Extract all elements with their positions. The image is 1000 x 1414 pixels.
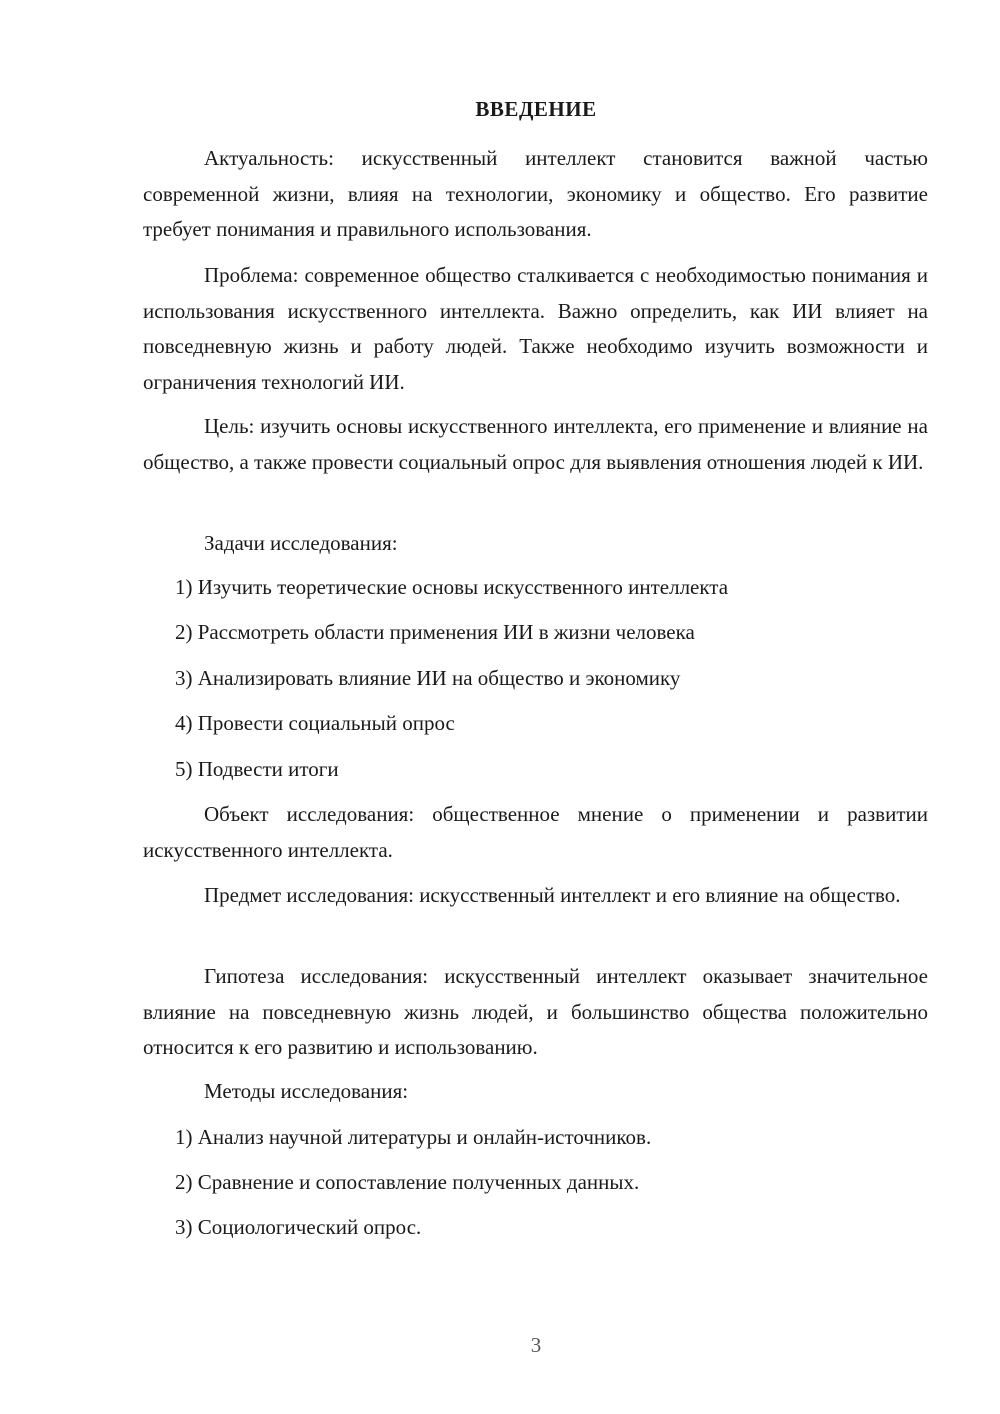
paragraph-object: Объект исследования: общественное мнение о применении и развитии искусственного интеллекта.: [143, 802, 928, 862]
paragraph-problem: Проблема: современное общество сталкивается с необходимостью понимания и использования искусственного интеллекта. Важно определить, как ИИ влияет на повседневную жизнь и работу людей. Также необходимо изучить возможности и ограничения технологий ИИ.: [143, 263, 928, 394]
paragraph-goal: Цель: изучить основы искусственного интеллекта, его применение и влияние на общество, а также провести социальный опрос для выявления отношения людей к ИИ.: [143, 414, 928, 474]
page-number: 3: [530, 1333, 542, 1357]
paragraph-relevance: Актуальность: искусственный интеллект становится важной частью современной жизни, влияя на технологии, экономику и общество. Его развитие требует понимания и правильного использования.: [143, 146, 928, 241]
task-item-2: 2) Рассмотреть области применения ИИ в жизни человека: [175, 620, 695, 644]
task-item-4: 4) Провести социальный опрос: [175, 711, 455, 735]
page-title: ВВЕДЕНИЕ: [475, 97, 597, 121]
methods-heading: Методы исследования:: [204, 1079, 409, 1103]
task-item-5: 5) Подвести итоги: [175, 757, 339, 781]
paragraph-subject: Предмет исследования: искусственный интеллект и его влияние на общество.: [204, 883, 901, 907]
method-item-3: 3) Социологический опрос.: [175, 1215, 422, 1239]
tasks-heading: Задачи исследования:: [204, 531, 398, 555]
method-item-1: 1) Анализ научной литературы и онлайн-источников.: [175, 1125, 652, 1149]
task-item-1: 1) Изучить теоретические основы искусственного интеллекта: [175, 575, 729, 599]
paragraph-hypothesis: Гипотеза исследования: искусственный интеллект оказывает значительное влияние на повседневную жизнь людей, и большинство общества положительно относится к его развитию и использованию.: [143, 964, 928, 1059]
method-item-2: 2) Сравнение и сопоставление полученных данных.: [175, 1170, 640, 1194]
task-item-3: 3) Анализировать влияние ИИ на общество и экономику: [175, 666, 681, 690]
